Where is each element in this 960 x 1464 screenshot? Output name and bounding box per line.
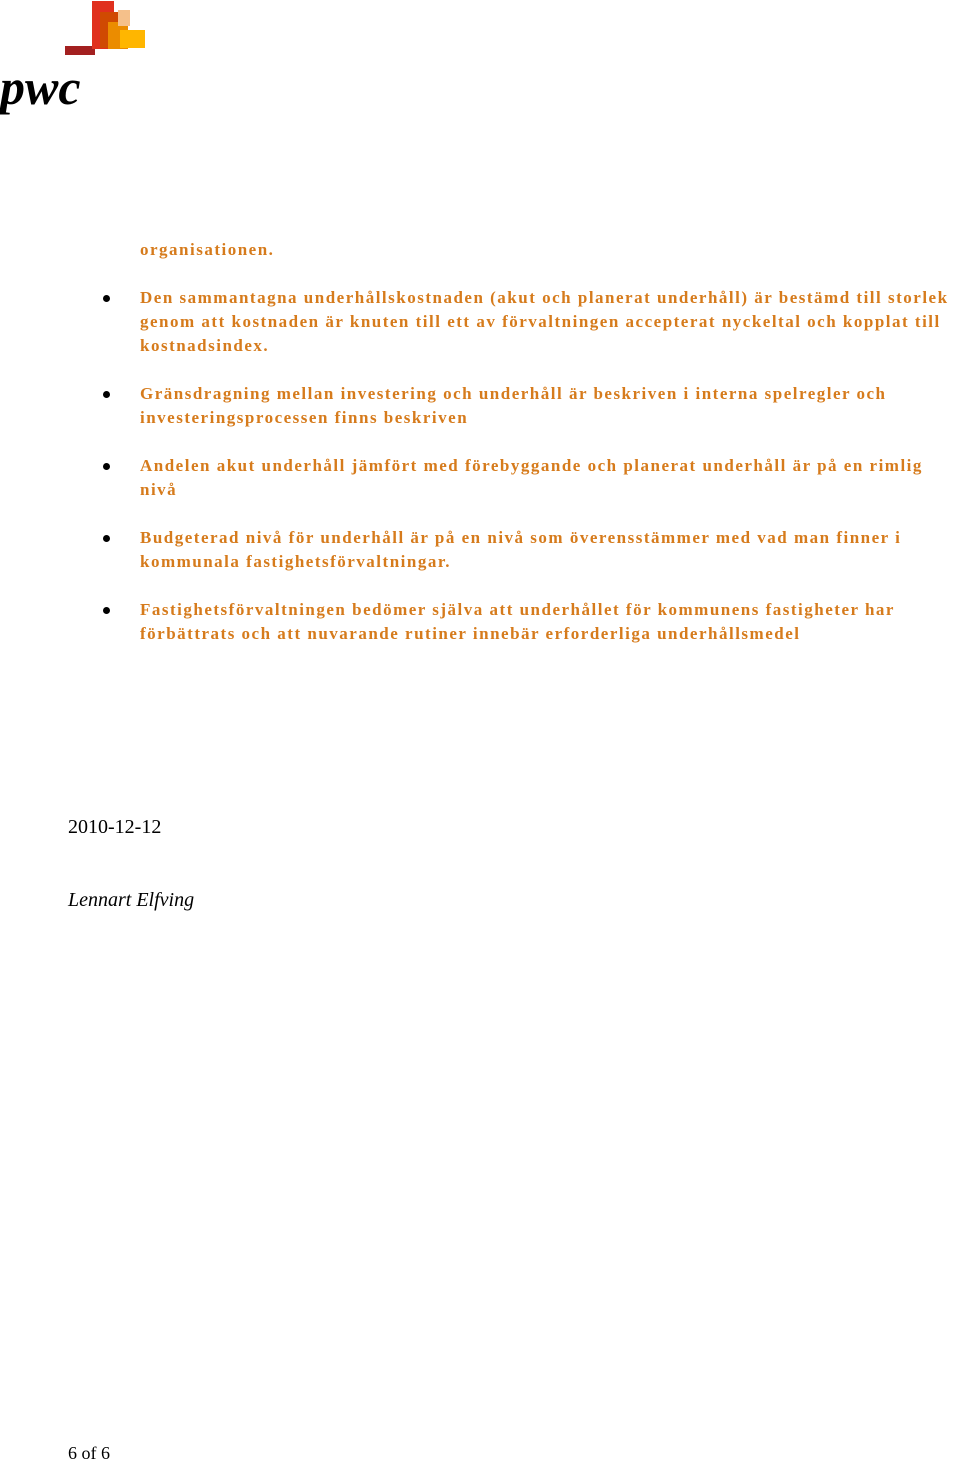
list-item — [0, 286, 960, 358]
list-item — [0, 382, 960, 430]
bullet-icon — [103, 607, 110, 614]
page-number: 6 of 6 — [68, 1443, 110, 1463]
bullet-text: Budgeterad nivå för underhåll är på en nivå som överensstämmer med vad man finner i kommunala fastighetsförvaltningar. — [140, 528, 902, 571]
bullet-icon — [103, 463, 110, 470]
bullet-icon — [103, 391, 110, 398]
list-item — [0, 526, 960, 574]
list-item — [0, 454, 960, 502]
bullet-text: Gränsdragning mellan investering och underhåll är beskriven i interna spelregler och investeringsprocessen finns beskriven — [140, 384, 887, 427]
bullet-list — [0, 286, 960, 670]
author-name: Lennart Elfving — [68, 889, 195, 911]
logo-block-light — [118, 10, 130, 26]
document-date: 2010-12-12 — [68, 816, 162, 838]
bullet-text: Den sammantagna underhållskostnaden (akut och planerat underhåll) är bestämd till storlek genom att kostnaden är knuten till ett av förvaltningen accepterat nyckeltal och kopplat till kostnadsindex. — [140, 288, 949, 355]
bullet-text: Andelen akut underhåll jämfört med förebyggande och planerat underhåll är på en rimlig nivå — [140, 456, 923, 499]
pwc-logo — [0, 0, 150, 115]
logo-block-red — [65, 46, 95, 55]
list-item — [0, 598, 960, 646]
logo-wordmark: pwc — [0, 59, 81, 115]
bullet-icon — [103, 295, 110, 302]
bullet-text: Fastighetsförvaltningen bedömer själva att underhållet för kommunens fastigheter har förbättrats och att nuvarande rutiner innebär erforderliga underhållsmedel — [140, 600, 895, 643]
pwc-logo-graphic — [0, 0, 150, 115]
logo-block-yellow — [120, 30, 145, 48]
lead-text: organisationen. — [140, 240, 275, 259]
bullet-icon — [103, 535, 110, 542]
